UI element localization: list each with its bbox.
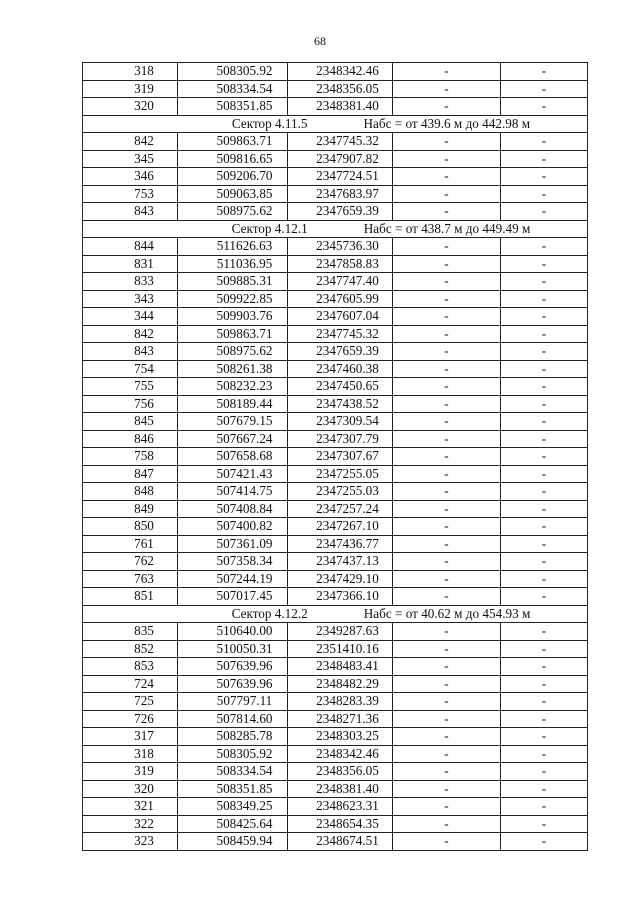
point-number-cell: 851 xyxy=(83,588,178,606)
column4-cell: - xyxy=(393,150,501,168)
point-number-cell: 323 xyxy=(83,833,178,851)
y-coordinate-cell: 2347724.51 xyxy=(288,168,393,186)
table-row xyxy=(83,325,588,343)
point-number-cell: 843 xyxy=(83,343,178,361)
table-row xyxy=(83,465,588,483)
x-coordinate-cell: 507797.11 xyxy=(178,693,288,711)
section-height-range: Набс = от 439.6 м до 442.98 м xyxy=(363,115,531,131)
column4-cell: - xyxy=(393,623,501,641)
point-number-cell: 763 xyxy=(83,570,178,588)
column5-cell: - xyxy=(501,815,588,833)
x-coordinate-cell: 508334.54 xyxy=(178,80,288,98)
x-coordinate-cell: 508975.62 xyxy=(178,203,288,221)
table-row xyxy=(83,675,588,693)
point-number-cell: 346 xyxy=(83,168,178,186)
point-number-cell: 758 xyxy=(83,448,178,466)
y-coordinate-cell: 2348623.31 xyxy=(288,798,393,816)
point-number-cell: 754 xyxy=(83,360,178,378)
table-row xyxy=(83,658,588,676)
point-number-cell: 322 xyxy=(83,815,178,833)
column5-cell: - xyxy=(501,588,588,606)
y-coordinate-cell: 2347747.40 xyxy=(288,273,393,291)
coordinates-table-body xyxy=(83,63,588,851)
y-coordinate-cell: 2347255.05 xyxy=(288,465,393,483)
column5-cell: - xyxy=(501,343,588,361)
point-number-cell: 842 xyxy=(83,133,178,151)
x-coordinate-cell: 508334.54 xyxy=(178,763,288,781)
column4-cell: - xyxy=(393,798,501,816)
point-number-cell: 847 xyxy=(83,465,178,483)
y-coordinate-cell: 2347437.13 xyxy=(288,553,393,571)
point-number-cell: 843 xyxy=(83,203,178,221)
x-coordinate-cell: 509863.71 xyxy=(178,325,288,343)
y-coordinate-cell: 2347309.54 xyxy=(288,413,393,431)
section-name: Сектор 4.12.1 xyxy=(231,220,308,236)
column5-cell: - xyxy=(501,763,588,781)
column5-cell: - xyxy=(501,80,588,98)
x-coordinate-cell: 511036.95 xyxy=(178,255,288,273)
point-number-cell: 755 xyxy=(83,378,178,396)
x-coordinate-cell: 509863.71 xyxy=(178,133,288,151)
point-number-cell: 846 xyxy=(83,430,178,448)
point-number-cell: 320 xyxy=(83,98,178,116)
column5-cell: - xyxy=(501,308,588,326)
x-coordinate-cell: 509063.85 xyxy=(178,185,288,203)
column4-cell: - xyxy=(393,448,501,466)
x-coordinate-cell: 508285.78 xyxy=(178,728,288,746)
x-coordinate-cell: 508349.25 xyxy=(178,798,288,816)
point-number-cell: 835 xyxy=(83,623,178,641)
table-row xyxy=(83,500,588,518)
table-row xyxy=(83,168,588,186)
column4-cell: - xyxy=(393,273,501,291)
column5-cell: - xyxy=(501,430,588,448)
section-header-row xyxy=(83,220,588,238)
column4-cell: - xyxy=(393,815,501,833)
y-coordinate-cell: 2348342.46 xyxy=(288,63,393,81)
x-coordinate-cell: 508351.85 xyxy=(178,98,288,116)
table-row xyxy=(83,535,588,553)
table-row xyxy=(83,588,588,606)
column5-cell: - xyxy=(501,448,588,466)
point-number-cell: 761 xyxy=(83,535,178,553)
column5-cell: - xyxy=(501,745,588,763)
x-coordinate-cell: 509816.65 xyxy=(178,150,288,168)
y-coordinate-cell: 2347255.03 xyxy=(288,483,393,501)
x-coordinate-cell: 507244.19 xyxy=(178,570,288,588)
point-number-cell: 726 xyxy=(83,710,178,728)
x-coordinate-cell: 507414.75 xyxy=(178,483,288,501)
point-number-cell: 725 xyxy=(83,693,178,711)
column4-cell: - xyxy=(393,570,501,588)
column5-cell: - xyxy=(501,185,588,203)
column4-cell: - xyxy=(393,465,501,483)
column5-cell: - xyxy=(501,500,588,518)
column4-cell: - xyxy=(393,553,501,571)
column5-cell: - xyxy=(501,395,588,413)
table-row xyxy=(83,98,588,116)
y-coordinate-cell: 2348342.46 xyxy=(288,745,393,763)
table-row xyxy=(83,360,588,378)
point-number-cell: 321 xyxy=(83,798,178,816)
y-coordinate-cell: 2347438.52 xyxy=(288,395,393,413)
point-number-cell: 318 xyxy=(83,745,178,763)
y-coordinate-cell: 2348271.36 xyxy=(288,710,393,728)
column5-cell: - xyxy=(501,710,588,728)
table-row xyxy=(83,710,588,728)
y-coordinate-cell: 2348674.51 xyxy=(288,833,393,851)
y-coordinate-cell: 2347450.65 xyxy=(288,378,393,396)
x-coordinate-cell: 507639.96 xyxy=(178,658,288,676)
y-coordinate-cell: 2347745.32 xyxy=(288,325,393,343)
x-coordinate-cell: 511626.63 xyxy=(178,238,288,256)
column5-cell: - xyxy=(501,98,588,116)
section-header-cell xyxy=(83,220,588,238)
column5-cell: - xyxy=(501,640,588,658)
column4-cell: - xyxy=(393,763,501,781)
point-number-cell: 724 xyxy=(83,675,178,693)
table-row xyxy=(83,395,588,413)
table-row xyxy=(83,798,588,816)
y-coordinate-cell: 2347858.83 xyxy=(288,255,393,273)
column4-cell: - xyxy=(393,133,501,151)
column5-cell: - xyxy=(501,658,588,676)
table-row xyxy=(83,203,588,221)
table-row xyxy=(83,833,588,851)
column4-cell: - xyxy=(393,395,501,413)
x-coordinate-cell: 509922.85 xyxy=(178,290,288,308)
column4-cell: - xyxy=(393,185,501,203)
table-row xyxy=(83,63,588,81)
column5-cell: - xyxy=(501,290,588,308)
x-coordinate-cell: 508305.92 xyxy=(178,63,288,81)
x-coordinate-cell: 507639.96 xyxy=(178,675,288,693)
y-coordinate-cell: 2348483.41 xyxy=(288,658,393,676)
x-coordinate-cell: 507667.24 xyxy=(178,430,288,448)
y-coordinate-cell: 2347307.67 xyxy=(288,448,393,466)
x-coordinate-cell: 509903.76 xyxy=(178,308,288,326)
column5-cell: - xyxy=(501,553,588,571)
x-coordinate-cell: 508305.92 xyxy=(178,745,288,763)
x-coordinate-cell: 509206.70 xyxy=(178,168,288,186)
table-row xyxy=(83,623,588,641)
column5-cell: - xyxy=(501,518,588,536)
table-row xyxy=(83,185,588,203)
column4-cell: - xyxy=(393,675,501,693)
point-number-cell: 842 xyxy=(83,325,178,343)
table-row xyxy=(83,378,588,396)
y-coordinate-cell: 2348283.39 xyxy=(288,693,393,711)
table-row xyxy=(83,448,588,466)
table-row xyxy=(83,80,588,98)
column4-cell: - xyxy=(393,413,501,431)
table-row xyxy=(83,745,588,763)
point-number-cell: 849 xyxy=(83,500,178,518)
column4-cell: - xyxy=(393,343,501,361)
table-row xyxy=(83,553,588,571)
x-coordinate-cell: 508975.62 xyxy=(178,343,288,361)
x-coordinate-cell: 507421.43 xyxy=(178,465,288,483)
column5-cell: - xyxy=(501,833,588,851)
table-row xyxy=(83,273,588,291)
column5-cell: - xyxy=(501,623,588,641)
column5-cell: - xyxy=(501,483,588,501)
column5-cell: - xyxy=(501,465,588,483)
column5-cell: - xyxy=(501,378,588,396)
column4-cell: - xyxy=(393,255,501,273)
column5-cell: - xyxy=(501,535,588,553)
y-coordinate-cell: 2348381.40 xyxy=(288,98,393,116)
point-number-cell: 848 xyxy=(83,483,178,501)
section-name: Сектор 4.11.5 xyxy=(231,115,308,131)
column5-cell: - xyxy=(501,693,588,711)
y-coordinate-cell: 2349287.63 xyxy=(288,623,393,641)
column5-cell: - xyxy=(501,360,588,378)
page-number: 68 xyxy=(314,34,326,48)
column5-cell: - xyxy=(501,273,588,291)
coordinates-table xyxy=(82,62,588,851)
x-coordinate-cell: 508351.85 xyxy=(178,780,288,798)
column4-cell: - xyxy=(393,483,501,501)
point-number-cell: 845 xyxy=(83,413,178,431)
column4-cell: - xyxy=(393,430,501,448)
table-row xyxy=(83,255,588,273)
column4-cell: - xyxy=(393,518,501,536)
column5-cell: - xyxy=(501,63,588,81)
x-coordinate-cell: 510050.31 xyxy=(178,640,288,658)
y-coordinate-cell: 2347907.82 xyxy=(288,150,393,168)
point-number-cell: 756 xyxy=(83,395,178,413)
point-number-cell: 319 xyxy=(83,763,178,781)
y-coordinate-cell: 2347267.10 xyxy=(288,518,393,536)
table-row xyxy=(83,238,588,256)
section-header-cell xyxy=(83,605,588,623)
section-height-range: Набс = от 438.7 м до 449.49 м xyxy=(363,220,531,236)
column4-cell: - xyxy=(393,203,501,221)
y-coordinate-cell: 2347605.99 xyxy=(288,290,393,308)
column4-cell: - xyxy=(393,780,501,798)
column5-cell: - xyxy=(501,780,588,798)
y-coordinate-cell: 2345736.30 xyxy=(288,238,393,256)
column5-cell: - xyxy=(501,413,588,431)
y-coordinate-cell: 2348356.05 xyxy=(288,80,393,98)
table-row xyxy=(83,780,588,798)
table-row xyxy=(83,640,588,658)
table-row xyxy=(83,343,588,361)
point-number-cell: 853 xyxy=(83,658,178,676)
point-number-cell: 318 xyxy=(83,63,178,81)
column5-cell: - xyxy=(501,168,588,186)
section-header-row xyxy=(83,605,588,623)
point-number-cell: 320 xyxy=(83,780,178,798)
x-coordinate-cell: 507400.82 xyxy=(178,518,288,536)
column5-cell: - xyxy=(501,798,588,816)
point-number-cell: 344 xyxy=(83,308,178,326)
point-number-cell: 345 xyxy=(83,150,178,168)
y-coordinate-cell: 2347307.79 xyxy=(288,430,393,448)
x-coordinate-cell: 507814.60 xyxy=(178,710,288,728)
table-row xyxy=(83,150,588,168)
column4-cell: - xyxy=(393,308,501,326)
y-coordinate-cell: 2347659.39 xyxy=(288,203,393,221)
x-coordinate-cell: 507361.09 xyxy=(178,535,288,553)
table-row xyxy=(83,483,588,501)
table-row xyxy=(83,133,588,151)
y-coordinate-cell: 2347460.38 xyxy=(288,360,393,378)
x-coordinate-cell: 507017.45 xyxy=(178,588,288,606)
column5-cell: - xyxy=(501,570,588,588)
section-name: Сектор 4.12.2 xyxy=(231,605,308,621)
table-row xyxy=(83,570,588,588)
y-coordinate-cell: 2348381.40 xyxy=(288,780,393,798)
x-coordinate-cell: 507679.15 xyxy=(178,413,288,431)
point-number-cell: 833 xyxy=(83,273,178,291)
column5-cell: - xyxy=(501,325,588,343)
column4-cell: - xyxy=(393,535,501,553)
y-coordinate-cell: 2348654.35 xyxy=(288,815,393,833)
column4-cell: - xyxy=(393,658,501,676)
y-coordinate-cell: 2347745.32 xyxy=(288,133,393,151)
column4-cell: - xyxy=(393,378,501,396)
table-row xyxy=(83,430,588,448)
section-header-cell xyxy=(83,115,588,133)
table-row xyxy=(83,728,588,746)
y-coordinate-cell: 2347607.04 xyxy=(288,308,393,326)
table-row xyxy=(83,290,588,308)
table-row xyxy=(83,308,588,326)
point-number-cell: 850 xyxy=(83,518,178,536)
column5-cell: - xyxy=(501,133,588,151)
column4-cell: - xyxy=(393,745,501,763)
y-coordinate-cell: 2348356.05 xyxy=(288,763,393,781)
column4-cell: - xyxy=(393,710,501,728)
y-coordinate-cell: 2347429.10 xyxy=(288,570,393,588)
x-coordinate-cell: 508261.38 xyxy=(178,360,288,378)
point-number-cell: 844 xyxy=(83,238,178,256)
column4-cell: - xyxy=(393,98,501,116)
table-row xyxy=(83,815,588,833)
column4-cell: - xyxy=(393,728,501,746)
column4-cell: - xyxy=(393,325,501,343)
section-height-range: Набс = от 40.62 м до 454.93 м xyxy=(363,605,531,621)
point-number-cell: 343 xyxy=(83,290,178,308)
x-coordinate-cell: 507658.68 xyxy=(178,448,288,466)
column4-cell: - xyxy=(393,500,501,518)
point-number-cell: 319 xyxy=(83,80,178,98)
column4-cell: - xyxy=(393,588,501,606)
y-coordinate-cell: 2351410.16 xyxy=(288,640,393,658)
column4-cell: - xyxy=(393,168,501,186)
x-coordinate-cell: 508232.23 xyxy=(178,378,288,396)
column4-cell: - xyxy=(393,693,501,711)
column5-cell: - xyxy=(501,675,588,693)
column4-cell: - xyxy=(393,290,501,308)
x-coordinate-cell: 510640.00 xyxy=(178,623,288,641)
y-coordinate-cell: 2347366.10 xyxy=(288,588,393,606)
point-number-cell: 317 xyxy=(83,728,178,746)
point-number-cell: 753 xyxy=(83,185,178,203)
column4-cell: - xyxy=(393,833,501,851)
x-coordinate-cell: 508459.94 xyxy=(178,833,288,851)
table-row xyxy=(83,763,588,781)
column5-cell: - xyxy=(501,255,588,273)
table-row xyxy=(83,518,588,536)
column5-cell: - xyxy=(501,238,588,256)
point-number-cell: 762 xyxy=(83,553,178,571)
column5-cell: - xyxy=(501,728,588,746)
point-number-cell: 831 xyxy=(83,255,178,273)
y-coordinate-cell: 2347683.97 xyxy=(288,185,393,203)
y-coordinate-cell: 2347659.39 xyxy=(288,343,393,361)
section-header-row xyxy=(83,115,588,133)
point-number-cell: 852 xyxy=(83,640,178,658)
table-row xyxy=(83,413,588,431)
column4-cell: - xyxy=(393,360,501,378)
y-coordinate-cell: 2348482.29 xyxy=(288,675,393,693)
x-coordinate-cell: 508189.44 xyxy=(178,395,288,413)
column4-cell: - xyxy=(393,63,501,81)
x-coordinate-cell: 507358.34 xyxy=(178,553,288,571)
y-coordinate-cell: 2348303.25 xyxy=(288,728,393,746)
y-coordinate-cell: 2347436.77 xyxy=(288,535,393,553)
column4-cell: - xyxy=(393,640,501,658)
column4-cell: - xyxy=(393,238,501,256)
y-coordinate-cell: 2347257.24 xyxy=(288,500,393,518)
column5-cell: - xyxy=(501,203,588,221)
x-coordinate-cell: 508425.64 xyxy=(178,815,288,833)
column4-cell: - xyxy=(393,80,501,98)
x-coordinate-cell: 509885.31 xyxy=(178,273,288,291)
table-row xyxy=(83,693,588,711)
column5-cell: - xyxy=(501,150,588,168)
x-coordinate-cell: 507408.84 xyxy=(178,500,288,518)
